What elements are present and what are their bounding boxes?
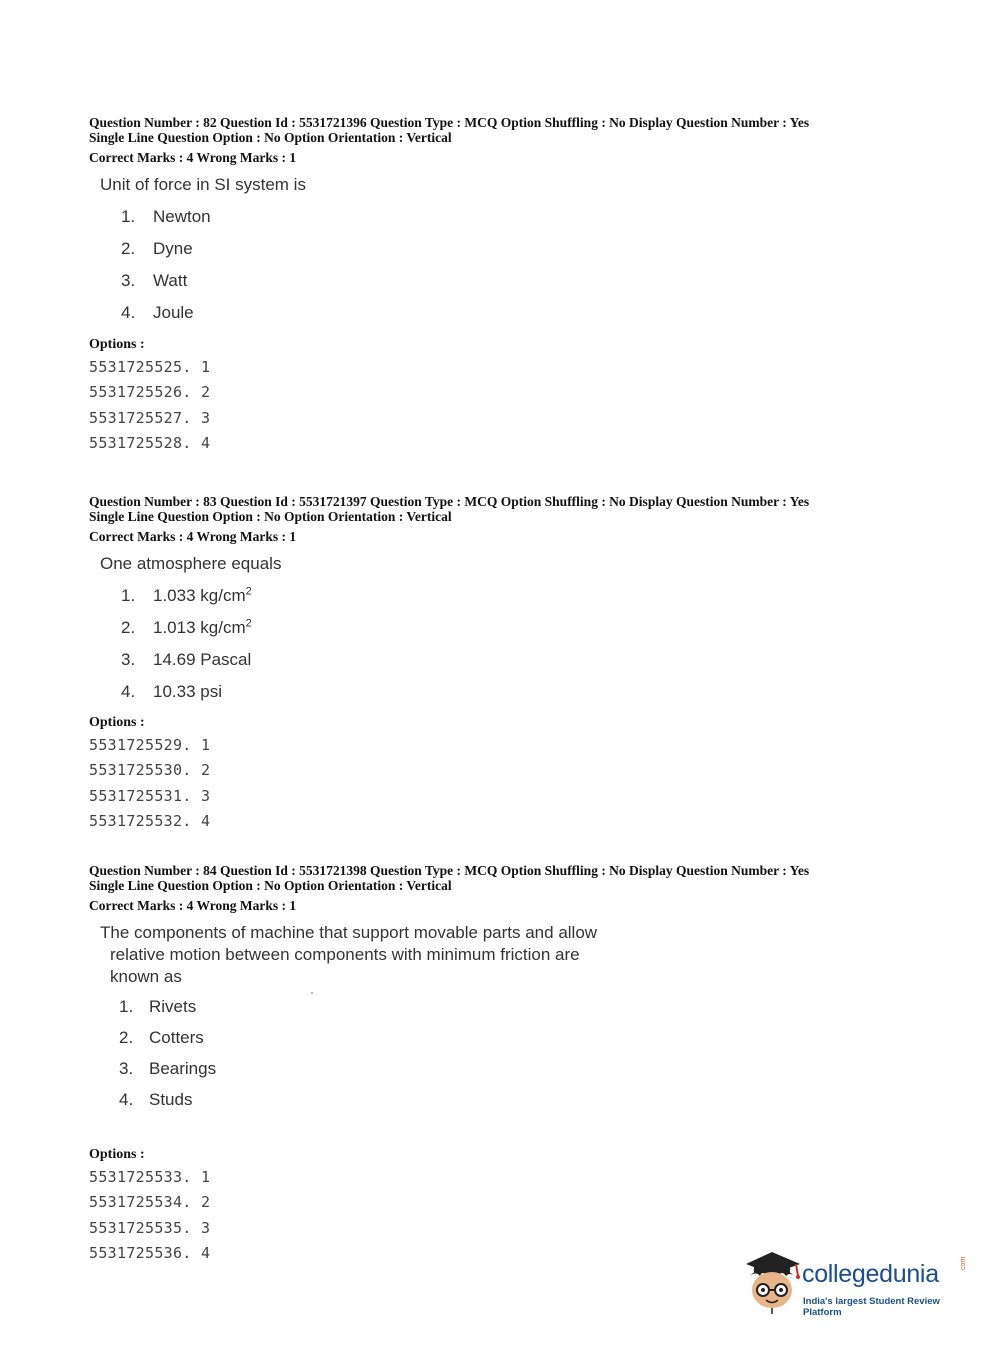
question-marks: Correct Marks : 4 Wrong Marks : 1 [89, 150, 297, 165]
question-meta-line2: Single Line Question Option : No Option Orientation : Vertical [89, 509, 452, 524]
option-id-item: 5531725528. 4 [89, 433, 211, 452]
choice-item [119, 1053, 909, 1084]
question-text-line: relative motion between components with minimum friction are [110, 945, 580, 964]
stray-dot: · [310, 985, 314, 999]
choice-number: 1. [121, 207, 136, 226]
choice-list [89, 580, 909, 708]
choice-label: Cotters [149, 1028, 204, 1047]
choice-item [121, 580, 909, 612]
choice-label: Newton [153, 207, 211, 226]
question-text: One atmosphere equals [100, 554, 282, 573]
question-82 [89, 115, 909, 456]
choice-item [121, 201, 909, 233]
choice-label: Joule [153, 303, 194, 322]
choice-label: Studs [149, 1090, 193, 1109]
question-meta-line1: Question Number : 83 Question Id : 5531721397 Question Type : MCQ Option Shuffling : No Display Question Number : Yes [89, 494, 810, 509]
option-id-item: 5531725531. 3 [89, 786, 211, 805]
choice-item [121, 612, 909, 644]
choice-label: 10.33 psi [153, 682, 222, 701]
option-id-item: 5531725526. 2 [89, 383, 211, 402]
choice-number: 2. [121, 239, 136, 258]
choice-item [121, 265, 909, 297]
choice-item [119, 991, 909, 1022]
options-label: Options : [89, 715, 145, 730]
choice-item [119, 1084, 909, 1115]
choice-label: Dyne [153, 239, 193, 258]
choice-superscript: 2 [245, 585, 252, 598]
choice-superscript: 2 [245, 617, 252, 630]
choice-label: Bearings [149, 1059, 217, 1078]
option-id-list [89, 733, 909, 834]
choice-number: 4. [121, 303, 136, 322]
options-label: Options : [89, 337, 145, 352]
question-text-line: known as [110, 967, 182, 986]
option-id-item: 5531725527. 3 [89, 408, 211, 427]
collegedunia-logo [742, 1250, 972, 1320]
choice-label: 14.69 Pascal [153, 650, 252, 669]
question-meta-line2: Single Line Question Option : No Option Orientation : Vertical [89, 130, 452, 145]
choice-list [89, 991, 909, 1115]
choice-label: 1.033 kg/cm [153, 586, 246, 605]
choice-number: 2. [119, 1028, 134, 1047]
choice-label: Watt [153, 271, 188, 290]
choice-number: 3. [121, 271, 136, 290]
choice-list [89, 201, 909, 329]
choice-item [119, 1022, 909, 1053]
option-id-item: 5531725535. 3 [89, 1218, 211, 1237]
question-text-line: The components of machine that support movable parts and allow [100, 923, 598, 942]
question-meta-line2: Single Line Question Option : No Option Orientation : Vertical [89, 878, 452, 893]
choice-item [121, 233, 909, 265]
choice-label: Rivets [149, 997, 197, 1016]
question-text: Unit of force in SI system is [100, 175, 306, 194]
question-84 [89, 863, 909, 1266]
question-text [100, 922, 909, 988]
question-marks: Correct Marks : 4 Wrong Marks : 1 [89, 529, 297, 544]
mascot-icon [742, 1250, 804, 1316]
choice-number: 4. [119, 1090, 134, 1109]
option-id-item: 5531725533. 1 [89, 1168, 211, 1186]
choice-number: 4. [121, 682, 136, 701]
option-id-item: 5531725529. 1 [89, 736, 211, 754]
options-label: Options : [89, 1147, 145, 1162]
option-id-item: 5531725525. 1 [89, 358, 211, 376]
question-marks: Correct Marks : 4 Wrong Marks : 1 [89, 898, 297, 913]
question-meta-line1: Question Number : 82 Question Id : 5531721396 Question Type : MCQ Option Shuffling : No Display Question Number : Yes [89, 115, 810, 130]
option-id-item: 5531725534. 2 [89, 1193, 211, 1212]
choice-label: 1.013 kg/cm [153, 618, 246, 637]
choice-number: 3. [121, 650, 136, 669]
choice-item [121, 297, 909, 329]
question-meta-line1: Question Number : 84 Question Id : 5531721398 Question Type : MCQ Option Shuffling : No Display Question Number : Yes [89, 863, 810, 878]
logo-tld: .com [960, 1256, 967, 1272]
choice-item [121, 676, 909, 708]
logo-tagline: India's largest Student Review Platform [803, 1296, 940, 1318]
logo-wordmark: collegedunia [802, 1260, 939, 1288]
choice-number: 3. [119, 1059, 134, 1078]
choice-number: 1. [119, 997, 134, 1016]
option-id-item: 5531725530. 2 [89, 761, 211, 780]
question-83 [89, 494, 909, 834]
option-id-list [89, 355, 909, 456]
option-id-item: 5531725536. 4 [89, 1243, 211, 1262]
choice-item [121, 644, 909, 676]
option-id-item: 5531725532. 4 [89, 811, 211, 830]
choice-number: 2. [121, 618, 136, 637]
choice-number: 1. [121, 586, 136, 605]
